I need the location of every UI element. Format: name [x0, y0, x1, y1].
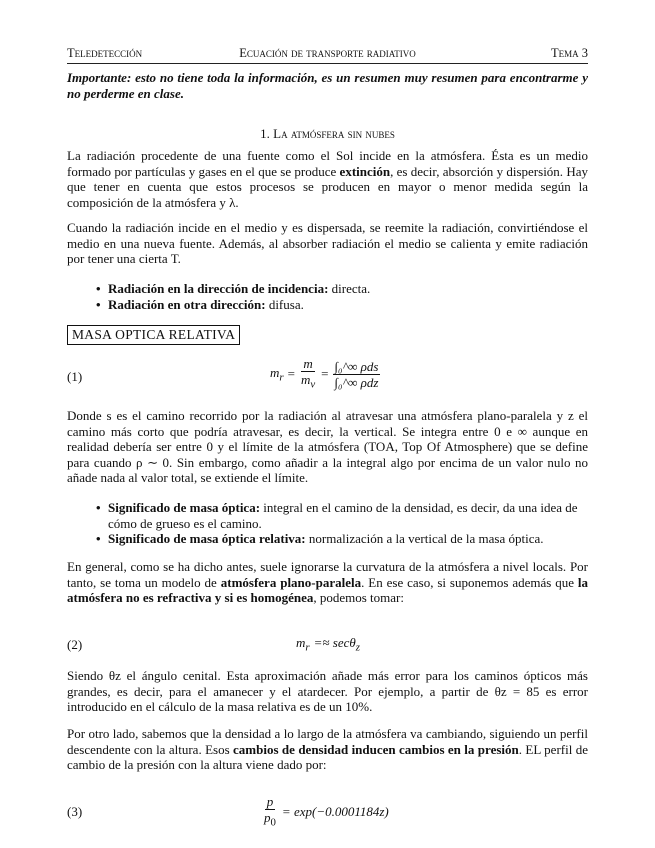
equation-1: $m_r$ = $\frac{m}{m_v}$ = $\frac{\text{∫₀\textasciicircum{}∞ ρds}}{\text{∫₀\textasciicircum{}∞ ρdz}}$: [270, 356, 379, 391]
list-item-term: Significado de masa óptica relativa:: [108, 531, 306, 546]
header-chapter: Tema 3: [550, 46, 588, 60]
eq1-lhs-sub: r: [279, 371, 284, 384]
eq1-int-den: ∫₀^∞ ρdz: [334, 374, 379, 390]
para1-bold-extinction: extinción: [339, 163, 391, 179]
list-item-term: Significado de masa óptica:: [108, 500, 261, 515]
paragraph-radiation-extinction: [67, 148, 588, 210]
eq3-frac-num: p: [266, 794, 274, 809]
list-item-term: Radiación en la dirección de incidencia:: [108, 281, 329, 296]
para6-text-c: . EL perfil de cambio de la presión con la altura viene dado por:: [67, 741, 588, 772]
important-notice: Importante: esto no tiene toda la información, es un resumen muy resumen para encontrarme y no perderme en clase.: [67, 70, 588, 101]
eq1-frac-den-sub: v: [310, 378, 316, 391]
eq2-rhs-sub: z: [355, 641, 360, 654]
list-item-term: Radiación en otra dirección:: [108, 296, 266, 312]
equation-number-1: (1): [67, 369, 83, 384]
equation-3: [262, 794, 393, 831]
eq2-rhs: =≈ secθ: [313, 635, 356, 650]
para4-text-c: . En ese caso, si suponemos además que: [361, 574, 578, 590]
equation-2: [296, 635, 364, 654]
eq1-integral-fraction: [333, 359, 381, 390]
para1-text-a: La radiación procedente de una fuente como el Sol incide en la atmósfera. Ésta es un medio formado por partículas y gases en el que se produce: [67, 148, 588, 179]
running-header: [67, 46, 588, 64]
list-item: [96, 500, 588, 531]
eq3-pressure-fraction: [262, 794, 278, 831]
eq1-frac-num: m: [303, 356, 313, 371]
header-course: Teledetección: [67, 46, 143, 60]
paragraph-integration-limits: Donde s es el camino recorrido por la radiación al atravesar una atmósfera plano-paralela y z el camino más corto que podría atravesar, es decir, la vertical. Se integra entre 0 e ∞ aunque en realidad debería ser entre 0 y el límite de la atmósfera (TOA, Top Of Atmosphere) que se define para cuando ρ ∼ 0. Sin embargo, como añadir a la integral algo por encima de un valor nulo no añade nada al valor total, se extiende el límite.: [67, 408, 588, 485]
list-item-text: integral en el camino de la densidad, es decir, da una idea de cómo de grueso es el camino.: [108, 500, 578, 531]
para4-bold-plane-parallel: atmósfera plano-paralela: [220, 574, 362, 590]
list-item-text: directa.: [328, 281, 371, 296]
paragraph-scattering: Cuando la radiación incide en el medio y es dispersada, se reemite la radiación, convirtiéndose el medio en una nueva fuente. Además, al absorber radiación el medio se calienta y emite radiación por tener una cierta T.: [67, 220, 588, 266]
paragraph-plane-parallel: [67, 559, 588, 606]
list-item-text: normalización a la vertical de la masa óptica.: [305, 531, 544, 546]
eq1-int-num: ∫₀^∞ ρds: [334, 358, 379, 374]
list-item: [96, 281, 588, 297]
list-item-text: difusa.: [265, 296, 304, 312]
para4-bold-homogeneous: la atmósfera no es refractiva y si es homogénea: [67, 574, 589, 605]
equation-number-3: (3): [67, 804, 83, 819]
para4-text-e: , podemos tomar:: [313, 590, 404, 605]
paragraph-pressure-profile: [67, 726, 588, 773]
boxed-heading-relative-optical-mass: MASA OPTICA RELATIVA: [67, 325, 240, 345]
para6-text-a: Por otro lado, sabemos que la densidad a lo largo de la atmósfera va cambiando, siguiendo un perfil descendente con la altura. Esos: [67, 726, 588, 757]
para4-text-a: En general, como se ha dicho antes, suele ignorarse la curvatura de la atmósfera a nivel locals. Por tanto, se toma un modelo de: [67, 559, 588, 590]
section-title: 1. La atmósfera sin nubes: [260, 126, 395, 141]
eq2-lhs-sub: r: [305, 641, 310, 654]
eq3-frac-den-sub: 0: [270, 816, 276, 829]
para6-bold-density-pressure: cambios de densidad inducen cambios en la presión: [233, 741, 519, 757]
list-item: [96, 531, 588, 547]
eq1-lhs: m: [270, 365, 280, 380]
eq3-frac-den: p: [264, 810, 271, 825]
eq1-frac-den: m: [300, 372, 311, 387]
paragraph-zenith-angle: Siendo θz el ángulo cenital. Esta aproximación añade más error para los caminos ópticos más grandes, es decir, para el amanecer y el atardecer. Por ejemplo, a partir de θz = 85 es error introducido en el cálculo de la masa relativa es de un 10%.: [67, 668, 588, 714]
radiation-types-list: [96, 281, 588, 312]
para1-text-b: , es decir, absorción y dispersión. Hay que tener en cuenta que estos procesos se producen en mayor o menor medida según la composición de la atmósfera y λ.: [67, 163, 588, 210]
eq1-mass-fraction: [299, 356, 317, 393]
header-topic: Ecuación de transporte radiativo: [239, 46, 416, 60]
eq2-lhs: m: [296, 635, 306, 650]
list-item: [96, 297, 588, 313]
eq3-rhs: = exp(−0.0001184z): [281, 804, 389, 820]
optical-mass-meaning-list: [96, 500, 588, 547]
equation-number-2: (2): [67, 637, 83, 652]
